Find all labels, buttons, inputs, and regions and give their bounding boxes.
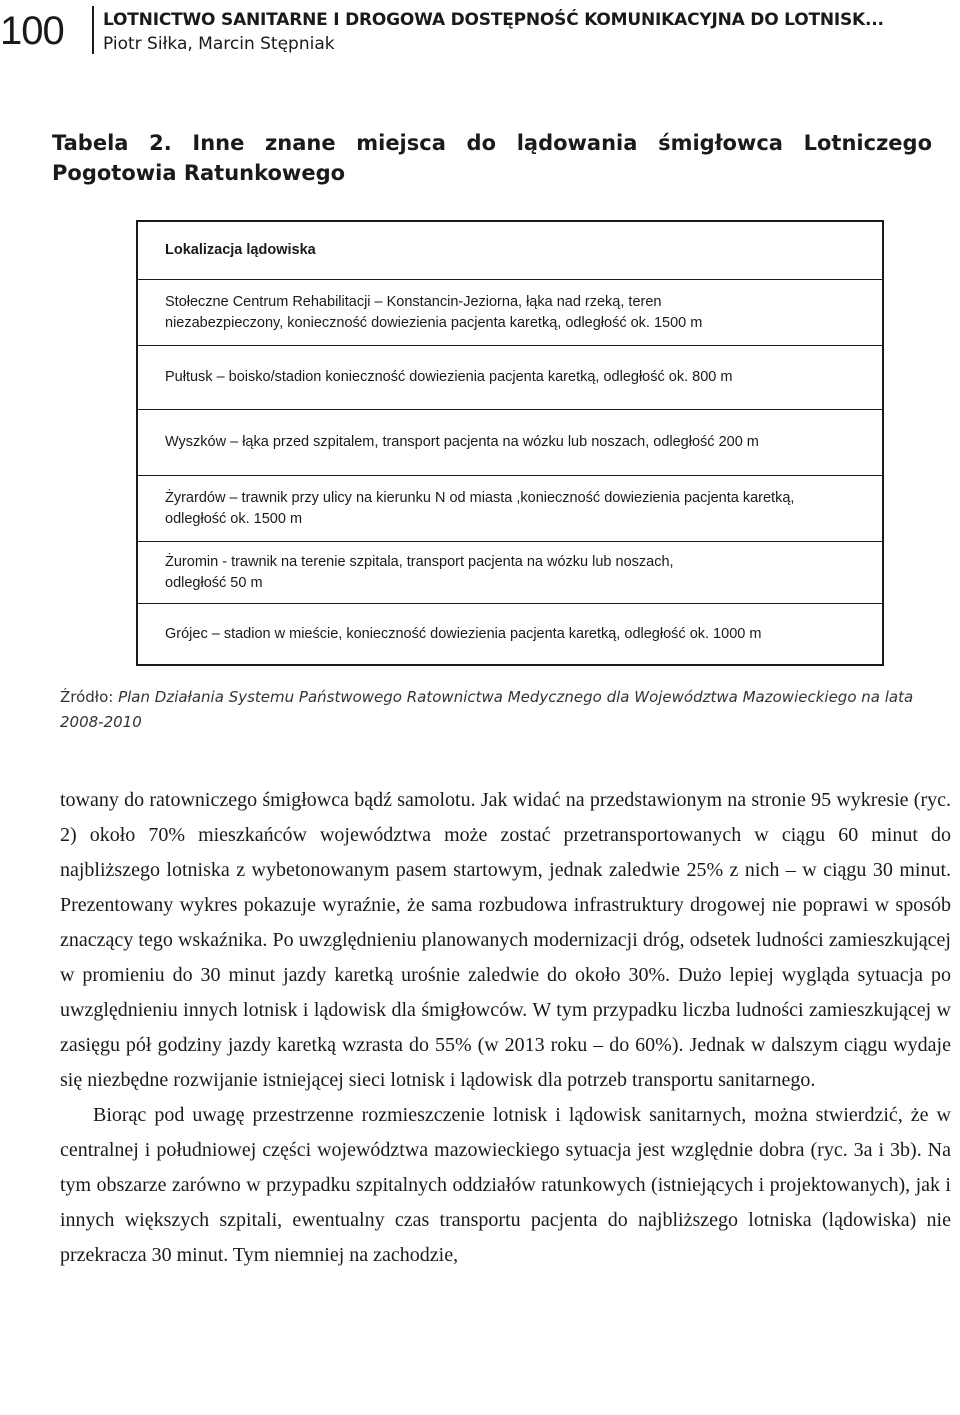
table-cell-line: Pułtusk – boisko/stadion konieczność dowiezienia pacjenta karetką, odległość ok. 800 m [165,369,733,385]
running-header [0,4,960,56]
table-cell-line: Stołeczne Centrum Rehabilitacji – Konstancin-Jeziorna, łąka nad rzeką, teren [165,293,662,310]
table-row [138,475,882,541]
table-cell [165,624,761,645]
table-row [138,345,882,409]
table-cell [165,432,759,453]
table-row [138,279,882,345]
table-cell [165,552,674,594]
table-cell-line: Żyrardów – trawnik przy ulicy na kierunku N od miasta ,konieczność dowiezienia pacjenta karetką, [165,489,795,506]
header-divider [92,6,94,54]
table-header-label: Lokalizacja lądowiska [165,242,316,258]
running-authors: Piotr Siłka, Marcin Stępniak [103,34,335,54]
table-cell-line: Żuromin - trawnik na terenie szpitala, transport pacjenta na wózku lub noszach, [165,553,674,570]
table-row [138,541,882,603]
table-cell [165,488,794,530]
page-number: 100 [0,9,64,53]
table-cell-line: niezabezpieczony, konieczność dowiezienia pacjenta karetką, odległość ok. 1500 m [165,314,703,331]
source-title: Plan Działania Systemu Państwowego Ratownictwa Medycznego dla Województwa Mazowieckiego na lata 2008-2010 [60,688,914,731]
table-source [60,685,932,735]
paragraph: towany do ratowniczego śmigłowca bądź samolotu. Jak widać na przedstawionym na stronie 95 wykresie (ryc. 2) około 70% mieszkańców województwa może zostać przetransportowanych w ciągu 60 minut do najbliższego lotniska z wybetonowanym pasem startowym, jednak zaledwie 25% z nich – w ciągu 30 minut. Prezentowany wykres pokazuje wyraźnie, że sama rozbudowa infrastruktury drogowej nie poprawi w sposób znaczący tego wskaźnika. Po uwzględnieniu planowanych modernizacji dróg, odsetek ludności zamieszkującej w promieniu do 30 minut jazdy karetką urośnie zaledwie do około 30%. Dużo lepiej wygląda sytuacja po uwzględnieniu innych lotnisk i lądowisk dla śmigłowców. W tym przypadku liczba ludności zamieszkującej w zasięgu pół godziny jazdy karetką wzrasta do 55% (w 2013 roku – do 60%). Jednak w dalszym ciągu wydaje się niezbędne rozwijanie istniejącej sieci lotnisk i lądowisk dla potrzeb transportu sanitarnego. [60,789,951,1091]
table-cell [165,292,702,334]
table-cell-line: Wyszków – łąka przed szpitalem, transport pacjenta na wózku lub noszach, odległość 200 m [165,434,759,450]
table-header [138,222,882,279]
table-row [138,409,882,475]
source-label: Źródło: [60,688,114,706]
table-cell-line: odległość ok. 1500 m [165,510,303,527]
landing-sites-table [136,220,884,666]
table-cell-line: odległość 50 m [165,574,263,591]
table-row [138,603,882,664]
table-cell [165,367,732,388]
body-text [60,783,951,1273]
paragraph: Biorąc pod uwagę przestrzenne rozmieszczenie lotnisk i lądowisk sanitarnych, można stwierdzić, że w centralnej i południowej części województwa mazowieckiego sytuacja jest względnie dobra (ryc. 3a i 3b). Na tym obszarze zarówno w przypadku szpitalnych oddziałów ratunkowych (istniejących i projektowanych), jak i innych większych szpitali, ewentualny czas transportu pacjenta do najbliższego lotniska (lądowiska) nie przekracza 30 minut. Tym niemniej na zachodzie, [60,1104,951,1266]
table-caption: Tabela 2. Inne znane miejsca do lądowania śmigłowca Lotniczego Pogotowia Ratunkowego [52,131,932,185]
table-cell-line: Grójec – stadion w mieście, konieczność dowiezienia pacjenta karetką, odległość ok. 1000 m [165,625,762,642]
running-title: LOTNICTWO SANITARNE I DROGOWA DOSTĘPNOŚĆ KOMUNIKACYJNA DO LOTNISK... [103,10,884,30]
